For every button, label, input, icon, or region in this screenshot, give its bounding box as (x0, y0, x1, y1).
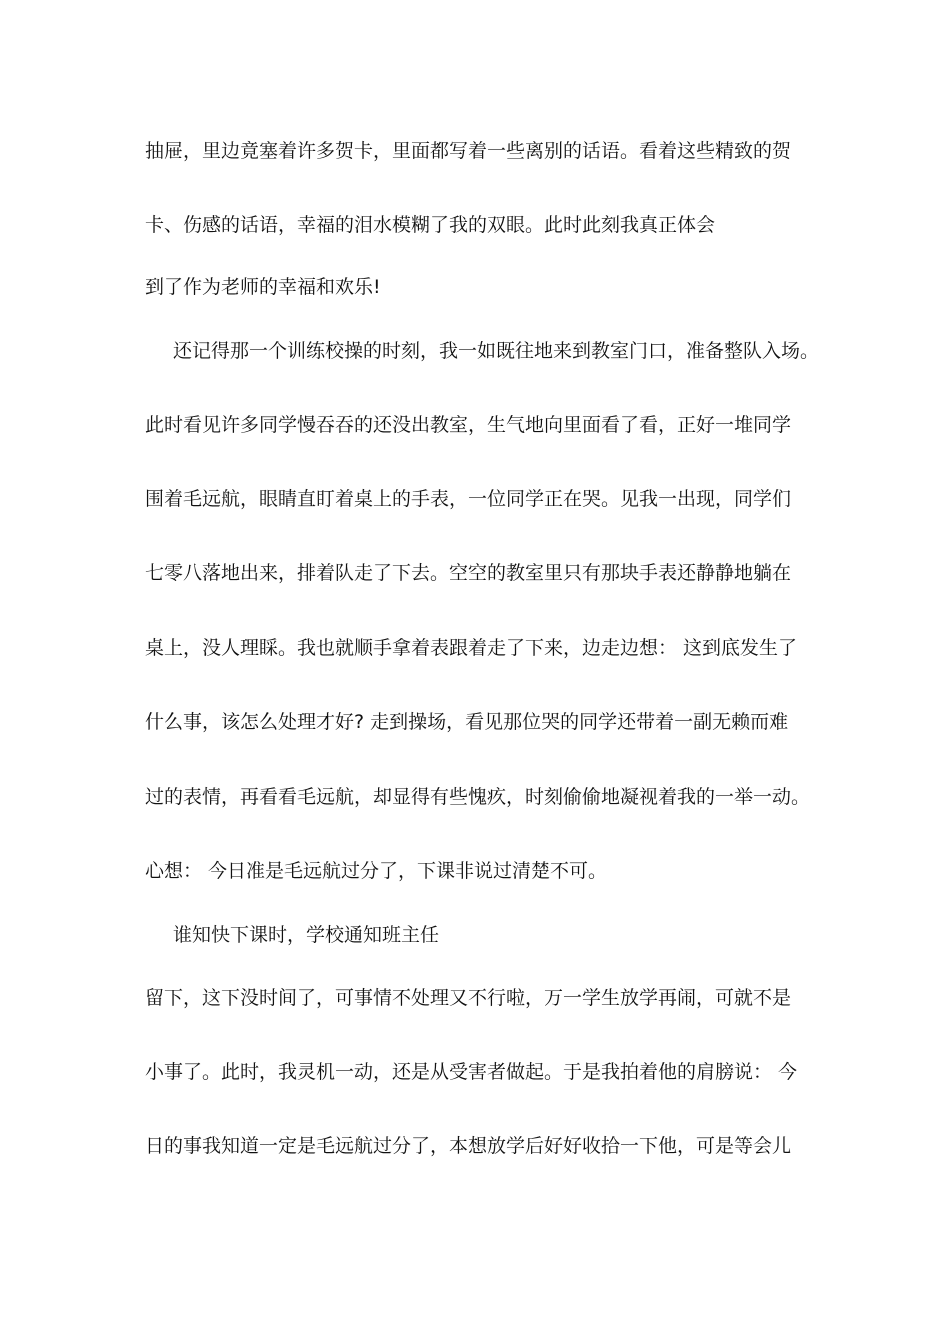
text-line-3: 到了作为老师的幸福和欢乐! (145, 276, 381, 298)
text-line-13: 留下，这下没时间了，可事情不处理又不行啦，万一学生放学再闹，可就不是 (145, 987, 792, 1009)
text-line-2: 卡、伤感的话语，幸福的泪水模糊了我的双眼。此时此刻我真正体会 (145, 214, 716, 236)
text-line-9: 什么事，该怎么处理才好? 走到操场，看见那位哭的同学还带着一副无赖而难 (145, 711, 789, 733)
text-line-8: 桌上，没人理睬。我也就顺手拿着表跟着走了下来，边走边想： 这到底发生了 (145, 637, 798, 659)
text-line-1: 抽屉，里边竟塞着许多贺卡，里面都写着一些离别的话语。看着这些精致的贺 (145, 140, 792, 162)
text-line-12: 谁知快下课时，学校通知班主任 (173, 924, 440, 946)
text-line-4: 还记得那一个训练校操的时刻，我一如既往地来到教室门口，准备整队入场。 (173, 340, 820, 362)
text-line-14: 小事了。此时，我灵机一动，还是从受害者做起。于是我拍着他的肩膀说： 今 (145, 1061, 798, 1083)
text-line-15: 日的事我知道一定是毛远航过分了，本想放学后好好收拾一下他，可是等会儿 (145, 1135, 792, 1157)
text-line-10: 过的表情，再看看毛远航，却显得有些愧疚，时刻偷偷地凝视着我的一举一动。 (145, 786, 811, 808)
text-line-7: 七零八落地出来，排着队走了下去。空空的教室里只有那块手表还静静地躺在 (145, 562, 792, 584)
text-line-5: 此时看见许多同学慢吞吞的还没出教室，生气地向里面看了看，正好一堆同学 (145, 414, 792, 436)
text-line-6: 围着毛远航，眼睛直盯着桌上的手表，一位同学正在哭。见我一出现，同学们 (145, 488, 792, 510)
text-line-11: 心想： 今日准是毛远航过分了，下课非说过清楚不可。 (145, 860, 608, 882)
